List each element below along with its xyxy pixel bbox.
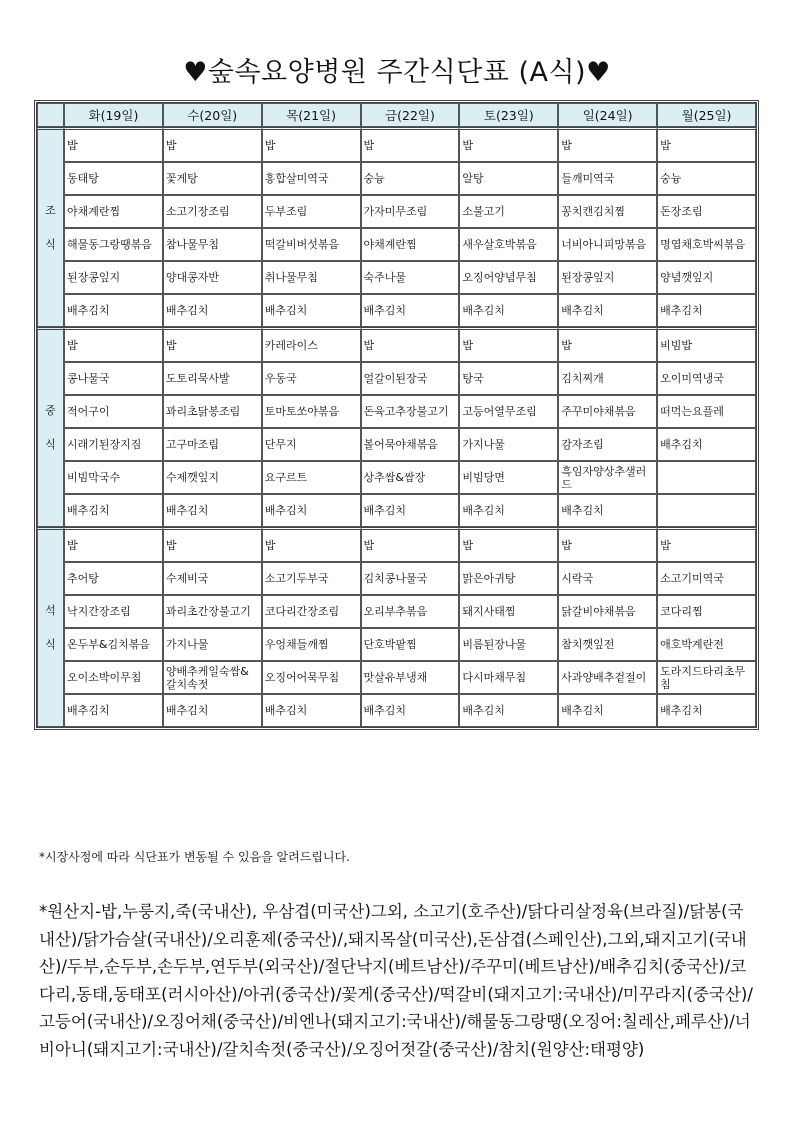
menu-item-cell: 배추김치 (361, 494, 460, 527)
page-title: ♥숲속요양병원 주간식단표 (A식)♥ (183, 57, 611, 88)
menu-row (37, 628, 756, 661)
menu-item-cell: 사과양배추겉절이 (558, 661, 657, 694)
menu-item-cell: 오리부추볶음 (361, 595, 460, 628)
menu-item-cell: 감자조림 (558, 428, 657, 461)
day-header: 월(25일) (657, 103, 756, 127)
menu-item-cell: 주꾸미야채볶음 (558, 395, 657, 428)
menu-item-cell: 추어탕 (64, 562, 163, 595)
menu-item-cell: 비름된장나물 (459, 628, 558, 661)
market-notice: *시장사정에 따라 식단표가 변동될 수 있음을 알려드립니다. (39, 850, 350, 864)
menu-item-cell: 꽃게탕 (163, 162, 262, 195)
menu-item-cell: 배추김치 (163, 294, 262, 327)
menu-item-cell: 들깨미역국 (558, 162, 657, 195)
menu-item-cell: 요구르트 (262, 461, 361, 494)
header-corner (37, 103, 64, 127)
menu-body (37, 127, 756, 727)
menu-item-cell: 명엽채호박씨볶음 (657, 228, 756, 261)
menu-item-cell: 배추김치 (558, 694, 657, 727)
menu-item-cell: 토마토쏘야볶음 (262, 395, 361, 428)
menu-item-cell: 배추김치 (262, 294, 361, 327)
menu-item-cell: 밥 (657, 527, 756, 562)
menu-item-cell: 꽁치캔김치찜 (558, 195, 657, 228)
menu-item-cell: 배추김치 (163, 694, 262, 727)
menu-item-cell: 밥 (459, 327, 558, 362)
menu-item-cell: 배추김치 (657, 428, 756, 461)
menu-item-cell: 꽈리초닭봉조림 (163, 395, 262, 428)
menu-item-cell: 해물동그랑땡볶음 (64, 228, 163, 261)
menu-item-cell: 배추김치 (262, 494, 361, 527)
menu-item-cell: 닭갈비야채볶음 (558, 595, 657, 628)
menu-item-cell: 참치깻잎전 (558, 628, 657, 661)
menu-item-cell: 떡갈비버섯볶음 (262, 228, 361, 261)
menu-row (37, 261, 756, 294)
menu-item-cell: 가지나물 (163, 628, 262, 661)
menu-item-cell: 코다리간장조림 (262, 595, 361, 628)
menu-item-cell: 도토리묵사발 (163, 362, 262, 395)
menu-item-cell: 배추김치 (459, 694, 558, 727)
menu-row (37, 694, 756, 727)
menu-item-cell: 시래기된장지짐 (64, 428, 163, 461)
menu-row (37, 494, 756, 527)
menu-item-cell: 적어구이 (64, 395, 163, 428)
menu-item-cell: 밥 (558, 527, 657, 562)
menu-item-cell: 참나물무침 (163, 228, 262, 261)
menu-item-cell: 배추김치 (558, 494, 657, 527)
menu-row (37, 294, 756, 327)
menu-item-cell: 소고기장조림 (163, 195, 262, 228)
menu-item-cell: 오이소박이무침 (64, 661, 163, 694)
menu-item-cell: 얼갈이된장국 (361, 362, 460, 395)
menu-item-cell: 홍합살미역국 (262, 162, 361, 195)
menu-item-cell: 흑임자양상추샐러드 (558, 461, 657, 494)
menu-item-cell: 동태탕 (64, 162, 163, 195)
menu-item-cell (657, 461, 756, 494)
menu-item-cell: 배추김치 (361, 694, 460, 727)
menu-item-cell (657, 494, 756, 527)
menu-item-cell: 배추김치 (64, 494, 163, 527)
menu-item-cell: 배추김치 (459, 294, 558, 327)
menu-row (37, 527, 756, 562)
menu-item-cell: 비빔당면 (459, 461, 558, 494)
menu-item-cell: 밥 (163, 327, 262, 362)
menu-row (37, 661, 756, 694)
menu-item-cell: 단무지 (262, 428, 361, 461)
menu-item-cell: 시락국 (558, 562, 657, 595)
menu-item-cell: 상추쌈&쌈장 (361, 461, 460, 494)
menu-item-cell: 된장콩잎지 (64, 261, 163, 294)
menu-item-cell: 밥 (657, 127, 756, 162)
menu-item-cell: 배추김치 (459, 494, 558, 527)
origin-notice: *원산지-밥,누룽지,죽(국내산), 우삼겹(미국산)그외, 소고기(호주산)/닭다리살정육(브라질)/닭봉(국내산)/닭가슴살(국내산)/오리훈제(중국산)/,돼지목살(미국산),돈삼겹(스페인산),그외,돼지고기(국내산)/두부,순두부,손두부,연두부(외국산)/절단낙지(베트남산)/주꾸미(베트남산)/배추김치(중국산)/코다리,동태,동태포(러시아산)/아귀(중국산)/꽃게(중국산)/떡갈비(돼지고기:국내산)/미꾸라지(중국산)/고등어(국내산)/오징어채(중국산)/비엔나(돼지고기:국내산)/해물동그랑땡(오징어:칠레산,페루산)/너비아니(돼지고기:국내산)/갈치속젓(중국산)/오징어젓갈(중국산)/참치(원양산:태평양) (39, 902, 753, 1059)
menu-item-cell: 밥 (262, 127, 361, 162)
menu-item-cell: 코다리찜 (657, 595, 756, 628)
menu-item-cell: 우엉채들깨찜 (262, 628, 361, 661)
menu-item-cell: 양념깻잎지 (657, 261, 756, 294)
menu-item-cell: 배추김치 (64, 294, 163, 327)
menu-item-cell: 낙지간장조림 (64, 595, 163, 628)
menu-row (37, 461, 756, 494)
meal-label: 조 식 (37, 127, 64, 327)
day-header: 목(21일) (262, 103, 361, 127)
menu-item-cell: 애호박계란전 (657, 628, 756, 661)
menu-row (37, 595, 756, 628)
menu-item-cell: 소고기두부국 (262, 562, 361, 595)
menu-row (37, 162, 756, 195)
menu-item-cell: 배추김치 (262, 694, 361, 727)
day-header: 화(19일) (64, 103, 163, 127)
menu-item-cell: 새우살호박볶음 (459, 228, 558, 261)
day-header: 토(23일) (459, 103, 558, 127)
menu-item-cell: 밥 (558, 127, 657, 162)
menu-item-cell: 도라지드타리초무침 (657, 661, 756, 694)
menu-row (37, 228, 756, 261)
meal-label: 중 식 (37, 327, 64, 527)
menu-row (37, 395, 756, 428)
menu-item-cell: 밥 (459, 127, 558, 162)
menu-item-cell: 밥 (64, 127, 163, 162)
menu-item-cell: 가지나물 (459, 428, 558, 461)
menu-item-cell: 밥 (64, 327, 163, 362)
menu-item-cell: 야채계란찜 (361, 228, 460, 261)
menu-item-cell: 배추김치 (163, 494, 262, 527)
menu-item-cell: 온두부&김치볶음 (64, 628, 163, 661)
menu-item-cell: 배추김치 (64, 694, 163, 727)
menu-item-cell: 맛살유부냉채 (361, 661, 460, 694)
menu-item-cell: 된장콩잎지 (558, 261, 657, 294)
menu-item-cell: 배추김치 (361, 294, 460, 327)
menu-row (37, 327, 756, 362)
day-header: 일(24일) (558, 103, 657, 127)
menu-item-cell: 취나물무침 (262, 261, 361, 294)
menu-item-cell: 비빔밥 (657, 327, 756, 362)
menu-item-cell: 밥 (361, 527, 460, 562)
menu-item-cell: 밥 (163, 527, 262, 562)
menu-item-cell: 오징어양념무침 (459, 261, 558, 294)
menu-row (37, 562, 756, 595)
menu-item-cell: 배추김치 (558, 294, 657, 327)
menu-item-cell: 다시마채무침 (459, 661, 558, 694)
menu-item-cell: 숙주나물 (361, 261, 460, 294)
menu-item-cell: 밥 (163, 127, 262, 162)
menu-item-cell: 수제비국 (163, 562, 262, 595)
menu-item-cell: 밥 (262, 527, 361, 562)
day-header: 금(22일) (361, 103, 460, 127)
menu-item-cell: 우동국 (262, 362, 361, 395)
menu-item-cell: 소불고기 (459, 195, 558, 228)
day-header: 수(20일) (163, 103, 262, 127)
menu-item-cell: 수제깻잎지 (163, 461, 262, 494)
menu-item-cell: 볼어묵야채볶음 (361, 428, 460, 461)
menu-item-cell: 돼지사태찜 (459, 595, 558, 628)
weekly-menu-table (34, 100, 759, 730)
menu-item-cell: 밥 (361, 127, 460, 162)
menu-item-cell: 콩나물국 (64, 362, 163, 395)
menu-item-cell: 양배추케일숙쌈&갈치속젓 (163, 661, 262, 694)
menu-item-cell: 소고기미역국 (657, 562, 756, 595)
menu-item-cell: 돈육고추장불고기 (361, 395, 460, 428)
menu-item-cell: 양대콩자반 (163, 261, 262, 294)
menu-item-cell: 밥 (64, 527, 163, 562)
menu-item-cell: 오이미역냉국 (657, 362, 756, 395)
menu-item-cell: 비빔막국수 (64, 461, 163, 494)
menu-row (37, 127, 756, 162)
menu-item-cell: 배추김치 (657, 294, 756, 327)
menu-item-cell: 단호박팥찜 (361, 628, 460, 661)
menu-item-cell: 고등어열무조림 (459, 395, 558, 428)
menu-item-cell: 돈장조림 (657, 195, 756, 228)
menu-item-cell: 배추김치 (657, 694, 756, 727)
menu-item-cell: 알탕 (459, 162, 558, 195)
menu-item-cell: 숭늉 (657, 162, 756, 195)
menu-item-cell: 김치찌개 (558, 362, 657, 395)
menu-item-cell: 가자미무조림 (361, 195, 460, 228)
menu-item-cell: 떠먹는요플레 (657, 395, 756, 428)
menu-item-cell: 오징어어묵무침 (262, 661, 361, 694)
menu-item-cell: 맑은아귀탕 (459, 562, 558, 595)
menu-item-cell: 너비아니피망볶음 (558, 228, 657, 261)
meal-label: 석 식 (37, 527, 64, 727)
menu-item-cell: 꽈리초간장불고기 (163, 595, 262, 628)
day-header-row (37, 103, 756, 127)
menu-item-cell: 밥 (459, 527, 558, 562)
menu-item-cell: 카레라이스 (262, 327, 361, 362)
menu-item-cell: 탕국 (459, 362, 558, 395)
menu-item-cell: 두부조림 (262, 195, 361, 228)
menu-row (37, 428, 756, 461)
menu-item-cell: 밥 (361, 327, 460, 362)
menu-row (37, 362, 756, 395)
menu-item-cell: 고구마조림 (163, 428, 262, 461)
menu-item-cell: 김치콩나물국 (361, 562, 460, 595)
menu-item-cell: 야채계란찜 (64, 195, 163, 228)
menu-row (37, 195, 756, 228)
menu-item-cell: 숭늉 (361, 162, 460, 195)
menu-item-cell: 밥 (558, 327, 657, 362)
